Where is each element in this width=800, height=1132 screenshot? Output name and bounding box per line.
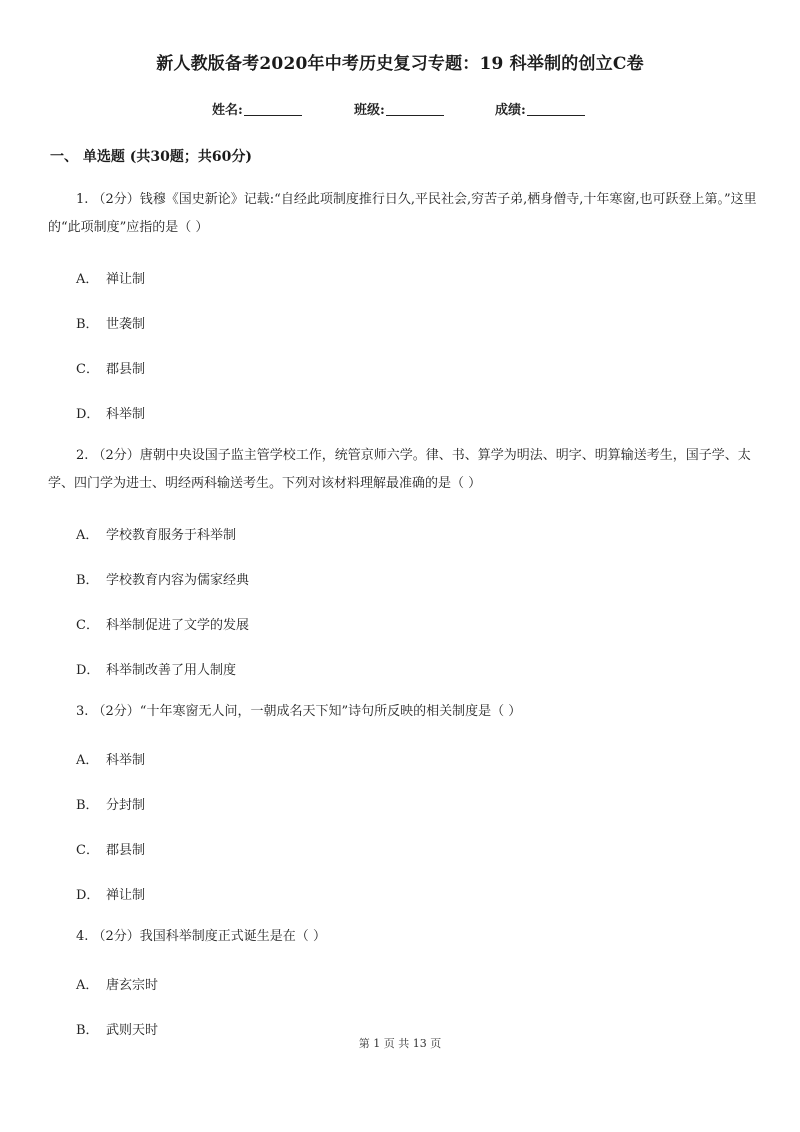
class-blank: [386, 101, 444, 116]
score-blank: [527, 101, 585, 116]
class-label: 班级:: [354, 103, 385, 118]
question-2-option-d: D． 科举制改善了用人制度: [76, 663, 237, 678]
question-3-text: 3. （2分）“十年寒窗无人问，一朝成名天下知”诗句所反映的相关制度是（ ）: [76, 704, 522, 719]
question-4-text: 4. （2分）我国科举制度正式诞生是在（ ）: [76, 929, 326, 944]
question-4-option-b: B． 武则天时: [76, 1023, 159, 1038]
page-footer: 第 1 页 共 13 页: [358, 1037, 442, 1050]
student-info-row: [0, 99, 800, 121]
question-1-option-a: A． 禅让制: [76, 272, 146, 287]
question-3-option-d: D． 禅让制: [76, 888, 146, 903]
question-1-option-c: C． 郡县制: [76, 362, 146, 377]
name-blank: [244, 101, 302, 116]
score-label: 成绩:: [495, 103, 526, 118]
section-title: 一、 单选题 (共30题；共60分): [50, 149, 252, 165]
question-3-option-b: B． 分封制: [76, 798, 146, 813]
class-field: [354, 99, 444, 118]
question-2-option-c: C． 科举制促进了文学的发展: [76, 618, 250, 633]
question-2-text: 2. （2分）唐朝中央设国子监主管学校工作，统管京师六学。律、书、算学为明法、明字、明算输送考生，国子学、太学、四门学为进士、明经两科输送考生。下列对该材料理解最准确的是（ ）: [48, 448, 751, 491]
question-3-option-c: C． 郡县制: [76, 843, 146, 858]
name-field: [212, 99, 302, 118]
question-3-option-a: A． 科举制: [76, 753, 146, 768]
score-field: [495, 99, 585, 118]
question-2-option-a: A． 学校教育服务于科举制: [76, 528, 237, 543]
question-1-option-b: B． 世袭制: [76, 317, 146, 332]
question-2-option-b: B． 学校教育内容为儒家经典: [76, 573, 250, 588]
question-4-option-a: A． 唐玄宗时: [76, 978, 159, 993]
question-1-text: 1. （2分）钱穆《国史新论》记载:“自经此项制度推行日久,平民社会,穷苦子弟,栖身僧寺,十年寒窗,也可跃登上第。”这里的“此项制度”应指的是（ ）: [48, 192, 757, 235]
document-title: 新人教版备考2020年中考历史复习专题：19 科举制的创立C卷: [156, 54, 644, 74]
question-1-option-d: D． 科举制: [76, 407, 146, 422]
name-label: 姓名:: [212, 103, 243, 118]
